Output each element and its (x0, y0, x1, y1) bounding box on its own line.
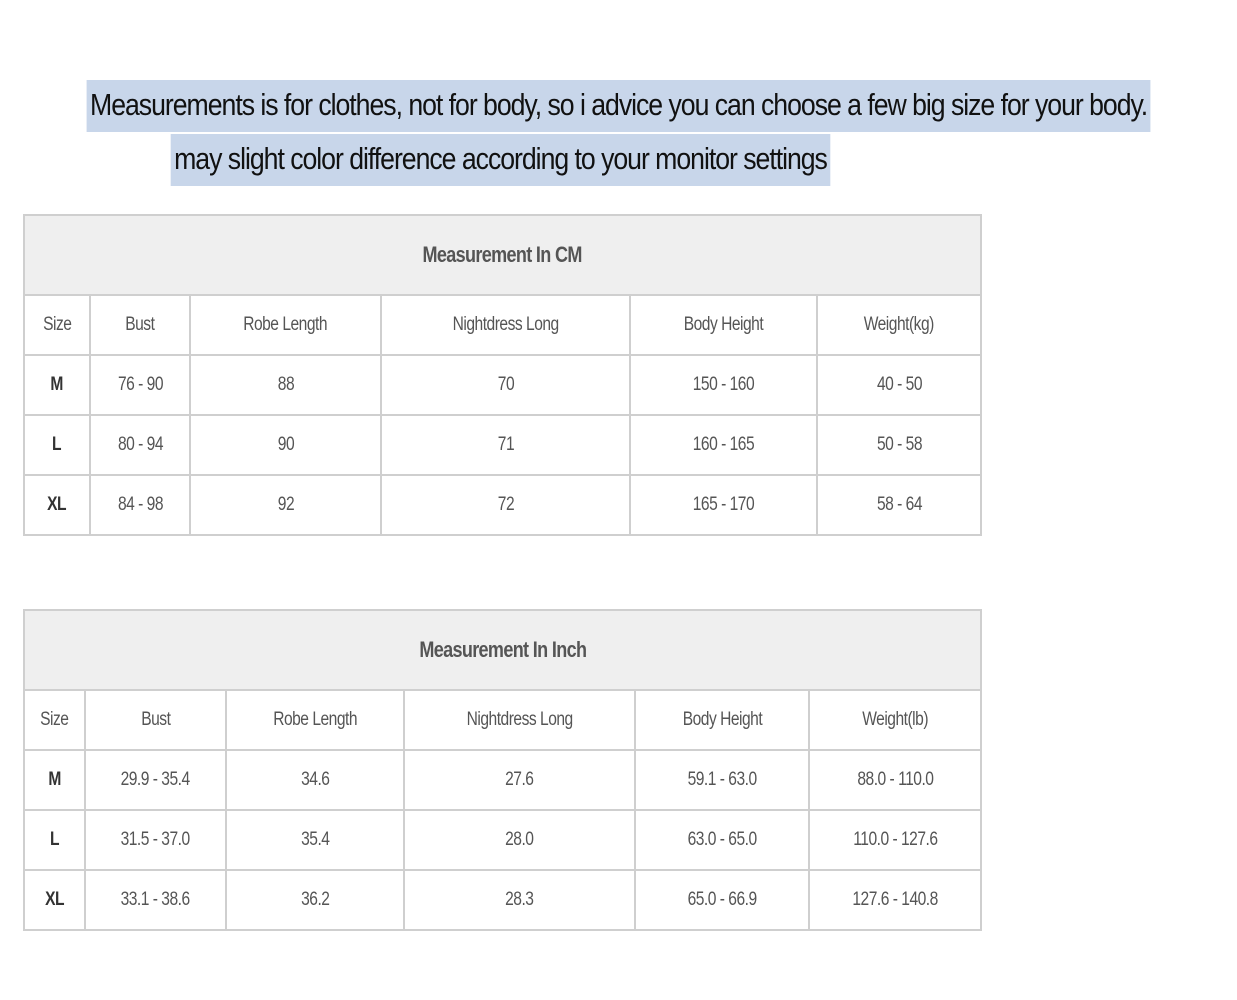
table-row (24, 750, 981, 810)
column-header-weight: Weight(lb) (809, 690, 981, 750)
column-header-nightdress-long: Nightdress Long (404, 690, 635, 750)
column-header-body-height: Body Height (635, 690, 809, 750)
table-row (24, 415, 981, 475)
robe-length-cell: 36.2 (226, 870, 404, 930)
weight-cell: 127.6 - 140.8 (809, 870, 981, 930)
robe-length-cell: 92 (190, 475, 381, 535)
weight-cell: 50 - 58 (817, 415, 981, 475)
robe-length-cell: 34.6 (226, 750, 404, 810)
size-advice-text: Measurements is for clothes, not for body, so i advice you can choose a few big size for your body. (87, 80, 1151, 132)
bust-cell: 76 - 90 (90, 355, 190, 415)
column-header-bust: Bust (90, 295, 190, 355)
size-cell: XL (24, 870, 85, 930)
weight-cell: 88.0 - 110.0 (809, 750, 981, 810)
bust-cell: 31.5 - 37.0 (85, 810, 226, 870)
robe-length-cell: 88 (190, 355, 381, 415)
nightdress-long-cell: 70 (381, 355, 630, 415)
bust-cell: 84 - 98 (90, 475, 190, 535)
table-header-row (24, 295, 981, 355)
table-title: Measurement In Inch (24, 610, 981, 690)
nightdress-long-cell: 28.3 (404, 870, 635, 930)
table-row (24, 810, 981, 870)
nightdress-long-cell: 27.6 (404, 750, 635, 810)
table-row (24, 870, 981, 930)
column-header-weight: Weight(kg) (817, 295, 981, 355)
bust-cell: 29.9 - 35.4 (85, 750, 226, 810)
bust-cell: 80 - 94 (90, 415, 190, 475)
column-header-bust: Bust (85, 690, 226, 750)
size-cell: XL (24, 475, 90, 535)
body-height-cell: 165 - 170 (630, 475, 817, 535)
size-advice-notice (0, 80, 1148, 188)
weight-cell: 110.0 - 127.6 (809, 810, 981, 870)
table-title: Measurement In CM (24, 215, 981, 295)
color-difference-text: may slight color difference according to your monitor settings (170, 134, 830, 186)
size-cell: L (24, 415, 90, 475)
size-table-cm (23, 214, 982, 536)
table-row (24, 475, 981, 535)
table-row (24, 355, 981, 415)
column-header-body-height: Body Height (630, 295, 817, 355)
body-height-cell: 160 - 165 (630, 415, 817, 475)
size-table-inch (23, 609, 982, 931)
body-height-cell: 63.0 - 65.0 (635, 810, 809, 870)
column-header-robe-length: Robe Length (190, 295, 381, 355)
nightdress-long-cell: 71 (381, 415, 630, 475)
column-header-size: Size (24, 295, 90, 355)
size-cell: M (24, 750, 85, 810)
column-header-nightdress-long: Nightdress Long (381, 295, 630, 355)
robe-length-cell: 90 (190, 415, 381, 475)
size-cell: M (24, 355, 90, 415)
nightdress-long-cell: 28.0 (404, 810, 635, 870)
nightdress-long-cell: 72 (381, 475, 630, 535)
weight-cell: 40 - 50 (817, 355, 981, 415)
size-cell: L (24, 810, 85, 870)
column-header-size: Size (24, 690, 85, 750)
body-height-cell: 150 - 160 (630, 355, 817, 415)
body-height-cell: 65.0 - 66.9 (635, 870, 809, 930)
body-height-cell: 59.1 - 63.0 (635, 750, 809, 810)
table-header-row (24, 690, 981, 750)
bust-cell: 33.1 - 38.6 (85, 870, 226, 930)
column-header-robe-length: Robe Length (226, 690, 404, 750)
weight-cell: 58 - 64 (817, 475, 981, 535)
robe-length-cell: 35.4 (226, 810, 404, 870)
